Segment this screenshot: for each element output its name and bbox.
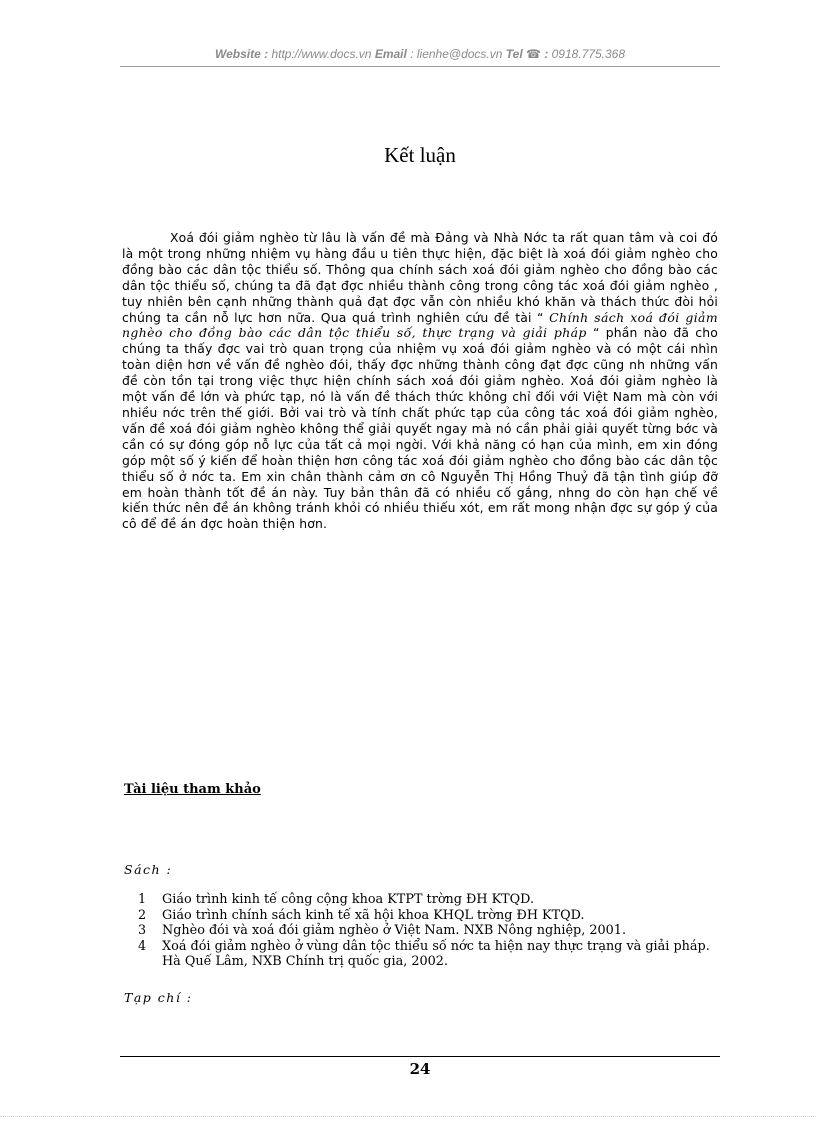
tel-label: Tel ☎ : bbox=[505, 47, 549, 61]
page-header bbox=[120, 47, 720, 61]
list-item bbox=[124, 892, 720, 908]
footer-divider bbox=[120, 1056, 720, 1057]
header-divider bbox=[120, 66, 720, 67]
tel-number: 0918.775.368 bbox=[551, 47, 626, 61]
list-item-text: Giáo trình chính sách kinh tế xã hội khoa KHQL trờng ĐH KTQD. bbox=[162, 907, 585, 923]
list-item-text: Nghèo đói và xoá đói giảm nghèo ở Việt Nam. NXB Nông nghiệp, 2001. bbox=[162, 923, 627, 938]
list-item bbox=[124, 939, 720, 970]
website-label: Website : bbox=[214, 47, 269, 61]
journals-label: Tạp chí : bbox=[124, 990, 193, 1005]
page-bottom-border bbox=[0, 1116, 816, 1117]
website-url[interactable]: http://www.docs.vn bbox=[271, 47, 372, 61]
email-address[interactable]: : lienhe@docs.vn bbox=[410, 47, 503, 61]
list-item bbox=[124, 923, 720, 939]
books-label: Sách : bbox=[124, 862, 173, 877]
email-label: Email bbox=[374, 47, 407, 61]
list-item-number: 4 bbox=[138, 938, 147, 954]
thesis-title-italic: Chính sách xoá đói giảm nghèo cho đồng bào các dân tộc thiểu số, thực trạng và giải pháp bbox=[122, 309, 718, 341]
list-item bbox=[124, 908, 720, 924]
list-item-text: Xoá đói giảm nghèo ở vùng dân tộc thiểu số nớc ta hiện nay thực trạng và giải pháp. Hà Quế Lâm, NXB Chính trị quốc gia, 2002. bbox=[162, 938, 710, 969]
paragraph-text-end: “ phần nào đã cho chúng ta thấy đợc vai trò quan trọng của nhiệm vụ xoá đói giảm nghèo và có một cái nhìn toàn diện hơn về vấn đề nghèo đói, thấy đợc những thành công đạt đợc cũng nh những vấn đề còn tồn tại trong việc thực hiện chính sách xoá đói giảm nghèo. Xoá đói giảm nghèo là một vấn đề lớn và phức tạp, nó là vấn đề thách thức không chỉ đối với Việt Nam mà còn với nhiều nớc trên thế giới. Bởi vai trò và tính chất phức tạp của công tác xoá đói giảm nghèo, vấn đề xoá đói giảm nghèo không thể giải quyết ngay mà nó cần phải giải quyết từng bớc và cần có sự đóng góp nỗ lực của tất cả mọi ngời. Với khả năng có hạn của mình, em xin đóng góp một số ý kiến để hoàn thiện hơn công tác xoá đói giảm nghèo cho đồng bào các dân tộc thiểu số ở nớc ta. Em xin chân thành cảm ơn cô Nguyễn Thị Hồng Thuỷ đã tận tình giúp đỡ em hoàn thành tốt đề án này. Tuy bản thân đã có nhiều cố gắng, nhng do còn hạn chế về kiến thức nên đề án không tránh khỏi có nhiều thiếu xót, em rất mong nhận đợc sự góp ý của cô để đề án đợc hoàn thiện hơn. bbox=[122, 325, 718, 532]
list-item-text: Giáo trình kinh tế công cộng khoa KTPT trờng ĐH KTQD. bbox=[162, 892, 535, 907]
books-list bbox=[124, 892, 720, 970]
list-item-number: 3 bbox=[138, 923, 147, 938]
list-item-number: 1 bbox=[138, 892, 147, 907]
list-item-number: 2 bbox=[138, 907, 147, 923]
paragraph-text-start: Xoá đói giảm nghèo từ lâu là vấn đề mà Đảng và Nhà Nớc ta rất quan tâm và coi đó là một trong những nhiệm vụ hàng đầu u tiên thực hiện, đặc biệt là xoá đói giảm nghèo cho đồng bào các dân tộc thiểu số. Thông qua chính sách xoá đói giảm nghèo cho đồng bào các dân tộc thiểu số, chúng ta đã đạt đợc nhiều thành công trong công tác xoá đói giảm nghèo , tuy nhiên bên cạnh những thành quả đạt đợc vẫn còn nhiều khó khăn và thách thức đòi hỏi chúng ta cần nỗ lực hơn nữa. Qua quá trình nghiên cứu đề tài “ bbox=[122, 230, 718, 325]
conclusion-paragraph bbox=[122, 230, 718, 532]
page-title: Kết luận bbox=[384, 143, 456, 167]
page-number: 24 bbox=[409, 1060, 431, 1078]
references-heading: Tài liệu tham khảo bbox=[124, 782, 261, 797]
